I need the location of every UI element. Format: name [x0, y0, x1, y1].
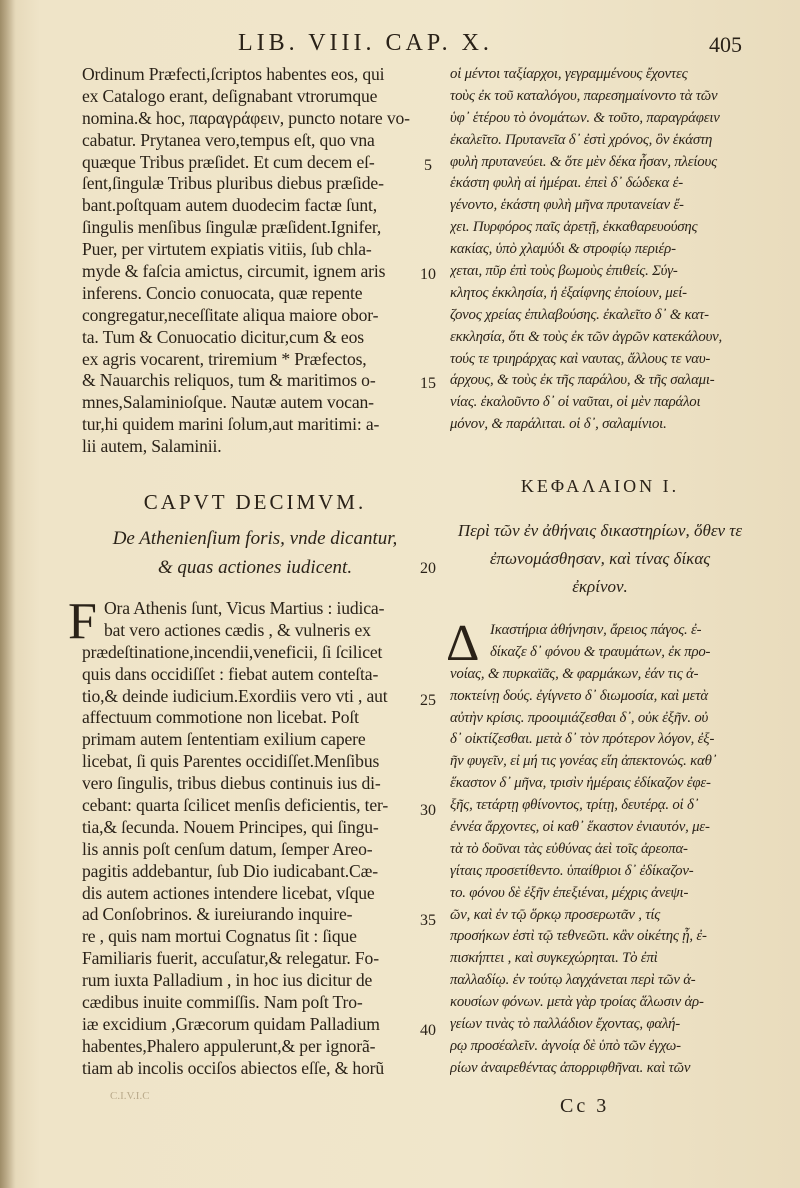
- greek-body-first-line: Ικαστήρια ἀθήνησιν, ἄρειος πάγος. ἐ-: [490, 622, 702, 638]
- latin-text-line: inferens. Concio conuocata, quæ repente: [82, 282, 363, 303]
- greek-text-line: κλητος ἐκκλησία, ἡ ἐξαίφνης ἐποίουν, μεί-: [450, 284, 687, 301]
- latin-text-line: ſingulis menſibus ſingulæ præſident.Ignifer,: [82, 217, 382, 238]
- latin-text-line: ſent,ſingulæ Tribus pluribus diebus præſide-: [82, 173, 384, 194]
- latin-text-line: primam autem ſententiam exilium capere: [82, 729, 366, 750]
- greek-text-line: κακίας, ὑπὸ χλαμύδι & στροφίῳ περιέρ-: [450, 241, 676, 258]
- margin-line-number: 5: [424, 157, 432, 174]
- greek-text-line: εκκλησία, ὅτι & τοὺς ἐκ τῶν ἀγρῶν κατεκάλουν,: [450, 328, 723, 345]
- latin-text-line: mnes,Salaminioſque. Nautæ autem vocan-: [82, 392, 374, 413]
- greek-text-line: τούς τε τριηράρχας καὶ ναυτας, ἄλλους τε ναυ-: [450, 350, 711, 367]
- margin-line-number: 10: [420, 266, 436, 283]
- greek-text-line: χεται, πῦρ ἐπὶ τοὺς βωμοὺς ἐπιθείς. Σύγ-: [450, 263, 678, 280]
- latin-body-second-line: bat vero actiones cædis , & vulneris ex: [104, 619, 371, 640]
- latin-text-line: nomina.& hoc, παραγράφειν, puncto notare vo-: [82, 107, 410, 128]
- page-number: 405: [709, 32, 742, 57]
- latin-text-line: dis autem actiones intendere licebat, vſque: [82, 882, 375, 903]
- greek-body-second-line: δίκαζε δ᾽ φόνου & τραυμάτων, ἐκ προ-: [490, 643, 711, 660]
- margin-line-number: 20: [420, 560, 436, 577]
- greek-text-line: ρίων ἀναιρεθέντας ἀπορριφθῆναι. καὶ τῶν: [450, 1059, 691, 1076]
- latin-text-line: cebant: quarta ſcilicet menſis deficientis, ter-: [82, 795, 389, 816]
- latin-text-line: Familiaris fuerit, accuſatur,& relegatur. Fo-: [82, 948, 379, 969]
- latin-text-line: ad Conſobrinos. & iureiurando inquire-: [82, 904, 353, 925]
- latin-body-first-line: Ora Athenis ſunt, Vicus Martius : iudica-: [104, 598, 385, 618]
- greek-text-line: μόνον, & παράλιται. οἱ δ᾽, σαλαμίνιοι.: [450, 416, 667, 433]
- latin-top-text: [82, 64, 428, 458]
- latin-text-line: iæ excidium ,Græcorum quidam Palladium: [82, 1013, 380, 1034]
- latin-text-line: & Nauarchis reliquos, tum & maritimos o-: [82, 370, 376, 391]
- greek-text-line: ἐκαλεῖτο. Πρυτανεῖα δ᾽ ἐστὶ χρόνος, ὃν ἑκάστη: [450, 131, 713, 148]
- greek-subtitle-line-1: Περὶ τῶν ἐν ἀθήναις δικαστηρίων, ὅθεν τε: [457, 521, 743, 540]
- latin-text-line: licebat, ſi quis Parentes occidiſſet.Menſibus: [82, 751, 380, 772]
- margin-line-number: 30: [420, 802, 436, 819]
- greek-text-line: δ᾽ οἰκτίζεσθαι. μετὰ δ᾽ τὸν πρότερον λόγον, ἐξ-: [450, 731, 715, 748]
- chapter-subtitle-line-1: De Athenienſium foris, vnde dicantur,: [112, 528, 398, 549]
- greek-text-line: ἑκάστη φυλὴ αἱ ἡμέραι. ἐπεὶ δ᾽ δώδεκα ἐ-: [450, 175, 683, 192]
- latin-text-line: ex Catalogo erant, deſignabant vtrorumque: [82, 85, 378, 106]
- greek-body: [446, 615, 750, 1080]
- latin-text-line: affectuum commotione non licebat. Poſt: [82, 707, 359, 728]
- greek-text-line: τὰ τὸ δοῦναι τὰς εὐθύνας ἀεὶ τοῖς ἀρεοπα-: [450, 840, 688, 857]
- latin-text-line: habentes,Phalero appulerunt,& per ignorã-: [82, 1035, 376, 1056]
- page-header: [0, 30, 800, 60]
- margin-line-number: 25: [420, 692, 436, 709]
- latin-text-line: lis annis poſt cenſum datum, ſemper Areo-: [82, 838, 373, 859]
- latin-text-line: cædibus inuite commiſſis. Nam poſt Tro-: [82, 992, 363, 1013]
- latin-body-lines: [82, 642, 428, 1080]
- greek-chapter-title: ΚΕΦΑΛΑΙΟΝ Ι.: [520, 476, 680, 496]
- latin-text-line: prædeſtinatione,incendii,veneficii, ſi ſcilicet: [82, 641, 383, 662]
- binding-shadow: [0, 0, 16, 1188]
- latin-text-line: vero ſingulis, tribus diebus continuis ius di-: [82, 773, 381, 794]
- latin-text-line: tur,hi quidem marini ſolum,aut maritimi: a-: [82, 414, 380, 435]
- latin-text-line: myde & faſcia amictus, circumit, ignem aris: [82, 261, 386, 282]
- latin-text-line: congregatur,neceſſitate aliqua maiore obor-: [82, 304, 379, 325]
- greek-text-line: οἱ μέντοι ταξίαρχοι, γεγραμμένους ἔχοντες: [450, 66, 688, 82]
- latin-text-line: pagitis addebantur, ſub Dio iudicabant.Cæ-: [82, 860, 378, 881]
- greek-subtitle-line-3: ἐκρίνον.: [572, 577, 628, 596]
- latin-text-line: ta. Tum & Conuocatio dicitur,cum & eos: [82, 326, 364, 347]
- greek-text-line: ἐννέα ἄρχοντες, οἱ καθ᾽ ἕκαστον ἐνιαυτόν, με-: [450, 819, 710, 836]
- greek-text-line: ῆν φυγεῖν, εἰ μή τις γονέας εἴη ἀπεκτονώς. καθ᾽: [450, 753, 717, 770]
- greek-dropcap: Δ: [446, 615, 480, 672]
- greek-text-line: ρῳ προσέαλεῖν. ἀγνοίᾳ δὲ ὑπὸ τῶν ἐγχω-: [450, 1037, 681, 1054]
- greek-text-line: ποκτείνῃ δούς. ἐγίγνετο δ᾽ διωμοσία, καὶ μετὰ: [450, 687, 708, 704]
- latin-dropcap: F: [68, 593, 97, 650]
- latin-text-line: ex agris vocarent, triremium * Præfectos,: [82, 348, 367, 369]
- ink-stain-text: C.I.V.I.C: [110, 1090, 150, 1102]
- greek-text-line: αὐτὴν κρίσις. προοιμιάζεσθαι δ᾽, οὐκ ἐξῆν. οὐ: [450, 709, 709, 726]
- greek-text-line: γίταις προσετίθεντο. ὑπαίθριοι δ᾽ ἐδίκαζον-: [450, 862, 694, 879]
- greek-text-line: χει. Πυρφόρος παῖς ἀρετῇ, ἐκκαθαρευούσης: [450, 219, 698, 236]
- greek-text-line: πισκήπτει , καὶ συγκεχώρηται. Τὸ ἐπὶ: [450, 950, 658, 967]
- latin-text-line: Puer, per virtutem expiatis vitiis, ſub chla-: [82, 239, 372, 260]
- latin-text-line: bant.poſtquam autem duodecim factæ ſunt,: [82, 195, 377, 216]
- greek-text-line: νοίας, & πυρκαϊᾶς, & φαρμάκων, ἐάν τις ἀ-: [450, 665, 699, 682]
- latin-text-line: quis dans occidiſſet : fiebat autem conteſta-: [82, 663, 379, 684]
- latin-body: [68, 593, 428, 1080]
- greek-text-line: γένοντο, ἑκάστη φυλὴ μῆνα πρυτανείαν ἔ-: [450, 197, 684, 214]
- greek-text-line: κουσίων φόνων. μετὰ γὰρ τροίας ἅλωσιν ἀρ-: [450, 994, 704, 1011]
- greek-top-text: [450, 64, 750, 436]
- greek-text-line: ζονος χρείας ἐπιλαβούσης. ἐκαλεῖτο δ᾽ & κατ-: [450, 306, 709, 323]
- greek-text-line: ἕκαστον δ᾽ μῆνα, τρισὶν ἡμέραις ἐδίκαζον ἐφε-: [450, 775, 711, 792]
- latin-text-line: tia,& ſecunda. Nouem Principes, qui ſingu-: [82, 816, 379, 837]
- latin-text-line: tiam ab incolis occiſos abiectos eſſe, & horũ: [82, 1057, 385, 1078]
- greek-text-line: παλλαδίῳ. ἐν τούτῳ λαγχάνεται περὶ τῶν ἀ-: [450, 972, 696, 989]
- greek-text-line: ξῆς, τετάρτῃ φθίνοντος, τρίτῃ, δευτέρᾳ. οἱ δ᾽: [450, 797, 699, 814]
- margin-line-number: 35: [420, 912, 436, 929]
- latin-text-line: tio,& deinde iudicium.Exordiis vero vti , aut: [82, 685, 388, 706]
- greek-text-line: προσήκων ἐστὶ τῷ τεθνεῶτι. κἂν οἰκέτης ᾖ, ἐ-: [450, 928, 707, 945]
- margin-line-number: 40: [420, 1022, 436, 1039]
- greek-text-line: ῶν, καὶ ἐν τῷ ὅρκῳ προσερωτᾶν , τίς: [450, 906, 661, 923]
- latin-text-line: quæque Tribus præſidet. Et cum decem eſ-: [82, 151, 375, 172]
- greek-text-line: γείων τινὰς τὸ παλλάδιον ἔχοντας, φαλή-: [450, 1016, 681, 1033]
- greek-text-line: το. φόνου δὲ ἐξῆν ἐπεξιέναι, μέχρις ἀνεψι-: [450, 884, 689, 901]
- greek-text-line: φυλὴ πρυτανεύει. & ὅτε μὲν δέκα ἦσαν, πλείους: [450, 153, 717, 170]
- running-head: LIB. VIII. CAP. X.: [238, 30, 493, 56]
- signature-mark: Cc 3: [560, 1095, 610, 1117]
- latin-text-line: lii autem, Salaminii.: [82, 436, 222, 457]
- greek-text-line: άρχους, & τοὺς ἐκ τῆς παράλου, & τῆς σαλαμι-: [450, 372, 715, 389]
- greek-text-line: τοὺς ἐκ τοῦ καταλόγου, παρεσημαίνοντο τὰ τῶν: [450, 87, 718, 104]
- greek-body-lines: [450, 664, 750, 1080]
- greek-text-line: νίας. ἐκαλοῦντο δ᾽ οἱ ναῦται, οἱ μὲν παράλοι: [450, 394, 701, 411]
- latin-text-line: Ordinum Præfecti,ſcriptos habentes eos, qui: [82, 64, 385, 84]
- margin-line-number: 15: [420, 375, 436, 392]
- latin-text-line: cabatur. Prytanea vero,tempus eſt, quo vna: [82, 129, 375, 150]
- chapter-subtitle-line-2: & quas actiones iudicent.: [157, 557, 353, 578]
- greek-subtitle-line-2: ἐπωνομάσθησαν, καὶ τίνας δίκας: [489, 549, 711, 568]
- latin-text-line: rum iuxta Palladium , in hoc ius dicitur de: [82, 970, 373, 991]
- greek-text-line: ὑφ᾽ ἑτέρου τὸ ὀνομάτων. & τοῦτο, παραγράφειν: [450, 109, 720, 126]
- chapter-title: CAPVT DECIMVM.: [143, 490, 367, 514]
- latin-text-line: re , quis nam mortui Cognatus ſit : ſique: [82, 926, 357, 947]
